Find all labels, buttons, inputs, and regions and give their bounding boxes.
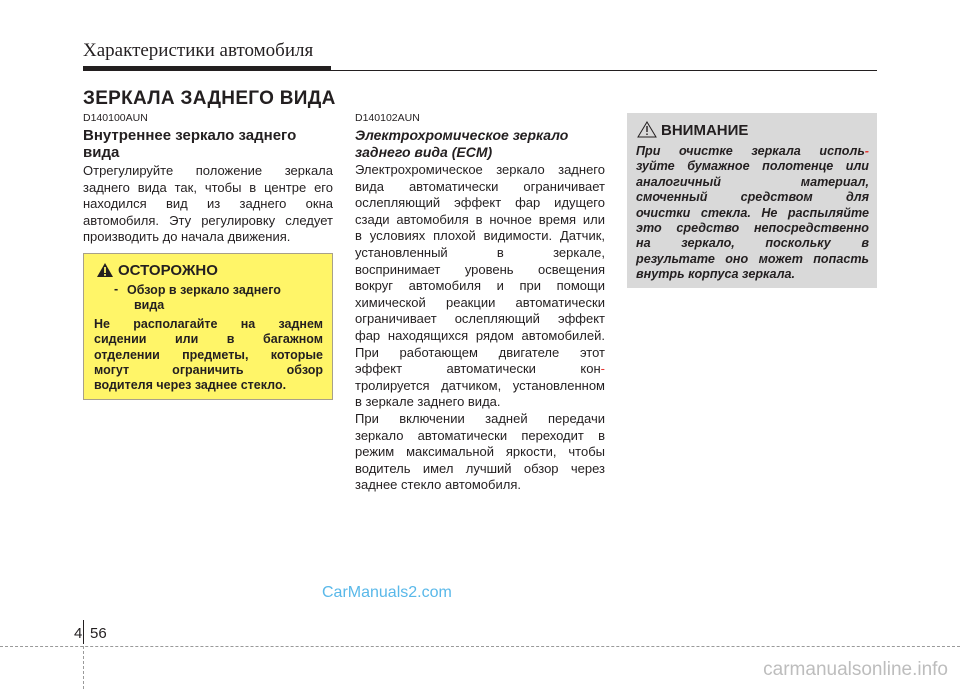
heading-line-2: вида [83, 144, 120, 161]
warning-title: ВНИМАНИЕ [661, 122, 749, 139]
watermark-carmanuals2[interactable]: CarManuals2.com [322, 584, 452, 601]
body-line: Отрегулируйте положение зеркала [83, 163, 333, 178]
line-break-hyphen: - [600, 361, 605, 377]
footer-dashed-vertical [83, 646, 85, 689]
body-line: При работающем двигателе этот [355, 344, 605, 360]
heading-line-1: Внутреннее зеркало заднего [83, 127, 297, 144]
header-rule-thin [331, 70, 877, 71]
section-code-2: D140102AUN [355, 112, 420, 124]
body-line: фар находящихся рядом автомобилей. [355, 327, 605, 343]
body-line: режим максимальной яркости, чтобы [355, 444, 605, 460]
page-number: 56 [90, 625, 107, 642]
chapter-header: Характеристики автомобиля [83, 40, 314, 61]
warning-line: внутрь корпуса зеркала. [636, 267, 796, 282]
col2-body [355, 162, 605, 494]
watermark-carmanualsonline[interactable]: carmanualsonline.info [763, 659, 948, 680]
warning-line: это средство непосредственно [636, 221, 869, 236]
caution-line: водителя через заднее стекло. [94, 378, 287, 393]
body-line: вокруг автомобиля и при помощи [355, 278, 605, 294]
body-line: сзади автомобиля в ночное время или [355, 211, 605, 227]
body-line: зеркало автоматически переходит в [355, 427, 605, 443]
body-line: вида автоматически ограничивает [355, 178, 605, 194]
section-title: ЗЕРКАЛА ЗАДНЕГО ВИДА [83, 88, 336, 109]
body-line: тролируется датчиком, установленном [355, 377, 605, 393]
caution-subtitle-line-2: вида [134, 298, 165, 312]
body-line: заднего вида так, чтобы в центре его [83, 179, 333, 195]
section-code-1: D140100AUN [83, 112, 148, 124]
body-line: автомобиля. Эту регулировку следует [83, 212, 333, 228]
warning-line: смоченный средством для [636, 190, 869, 205]
body-line: находился вид из заднего окна [83, 196, 333, 212]
body-line: водитель имел лучший обзор через [355, 460, 605, 476]
body-line: эффект автоматически кон- [355, 361, 605, 377]
heading-ecm-mirror [355, 127, 568, 161]
warning-line: аналогичный материал, [636, 174, 869, 189]
caution-line: Не располагайте на заднем [94, 317, 323, 331]
warning-line: зуйте бумажное полотенце или [636, 159, 869, 174]
caution-line: сидении или в багажном [94, 332, 323, 347]
body-line: Электрохромическое зеркало заднего [355, 162, 605, 177]
caution-line: отделении предметы, которые [94, 347, 323, 362]
line-break-hyphen: - [864, 144, 869, 158]
body-line: заднее стекло автомобиля. [355, 477, 521, 493]
heading-line-1: Электрохромическое зеркало [355, 127, 569, 143]
caution-title: ОСТОРОЖНО [118, 262, 218, 279]
body-line: воспринимает уровень освещения [355, 261, 605, 277]
caution-line: могут ограничить обзор [94, 362, 323, 377]
heading-line-2: заднего вида (ECM) [355, 144, 493, 160]
caution-subtitle-line-1: Обзор в зеркало заднего [127, 283, 281, 297]
warning-triangle-icon [96, 262, 114, 283]
warning-line: При очистке зеркала исполь- [636, 144, 869, 158]
chapter-number: 4 [74, 625, 83, 642]
body-line: ограничивает ослепляющий эффект [355, 311, 605, 327]
caution-text [94, 317, 323, 393]
warning-line: результате оно может попасть [636, 251, 869, 266]
warning-line: на зеркало, поскольку в [636, 236, 869, 251]
dash-bullet: - [114, 282, 119, 296]
footer-dashed-rule [0, 646, 960, 648]
warning-line: очистки стекла. Не распыляйте [636, 205, 869, 220]
body-line: в условиях плохой видимости. Датчик, [355, 228, 605, 244]
warning-box [627, 113, 877, 288]
col1-body [83, 163, 333, 246]
body-line: При включении задней передачи [355, 410, 605, 426]
warning-outline-icon [637, 121, 657, 143]
caution-subtitle [114, 283, 314, 313]
header-rule-thick [83, 66, 331, 71]
body-line: ослепляющий эффект фар идущего [355, 195, 605, 211]
heading-inner-mirror [83, 127, 296, 161]
body-line: производить до начала движения. [83, 229, 291, 245]
body-line: в зеркале заднего вида. [355, 394, 501, 410]
body-line: химической реакции автоматически [355, 294, 605, 310]
body-line: установленный в зеркале, [355, 244, 605, 260]
page-number-divider [83, 620, 84, 644]
caution-box [83, 253, 333, 400]
warning-text [636, 144, 869, 283]
